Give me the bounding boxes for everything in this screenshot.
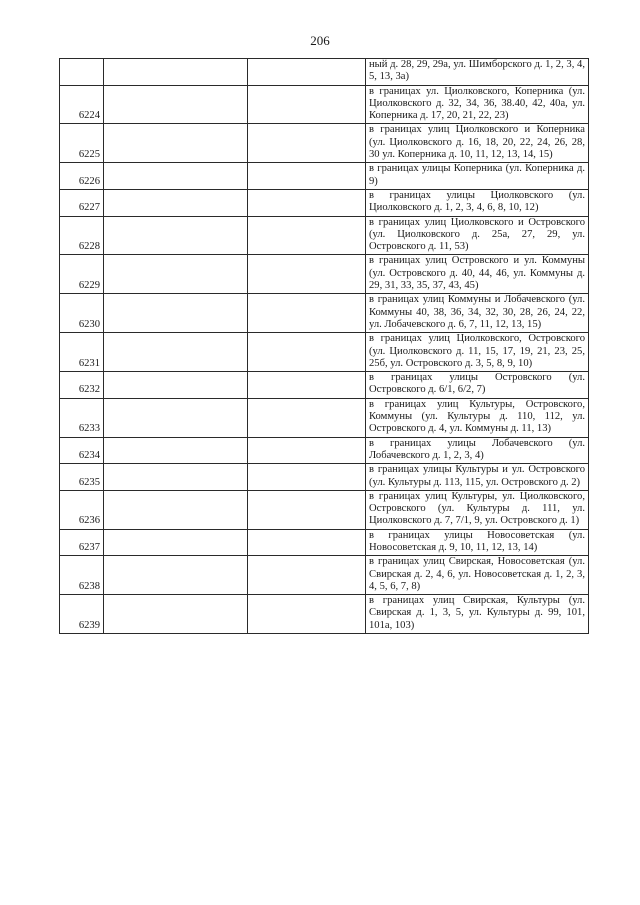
boundary-description: в границах улиц Культуры, Островского, Коммуны (ул. Культуры д. 110, 112, ул. Островского д. 4, ул. Коммуны д. 11, 13)	[366, 398, 589, 437]
boundary-description: в границах улиц Культуры, ул. Циолковского, Островского (ул. Культуры д. 111, ул. Циолковского д. 7, 7/1, 9, ул. Островского д. 1)	[366, 490, 589, 529]
empty-cell	[248, 595, 366, 634]
table-row	[60, 490, 589, 529]
table-row	[60, 529, 589, 556]
boundary-description: в границах улиц Циолковского и Коперника (ул. Циолковского д. 16, 18, 20, 22, 24, 26, 28, 30 ул. Коперника д. 10, 11, 12, 13, 14, 15)	[366, 124, 589, 163]
empty-cell	[248, 294, 366, 333]
empty-cell	[104, 59, 248, 86]
boundary-description: в границах улиц Коммуны и Лобачевского (ул. Коммуны 40, 38, 36, 34, 32, 30, 28, 26, 24, 22, ул. Лобачевского д. 6, 7, 11, 12, 13, 15)	[366, 294, 589, 333]
boundary-description: в границах улиц Циолковского и Островского (ул. Циолковского д. 25а, 27, 29, ул. Островского д. 11, 53)	[366, 216, 589, 255]
empty-cell	[248, 464, 366, 491]
empty-cell	[104, 464, 248, 491]
empty-cell	[104, 398, 248, 437]
empty-cell	[248, 398, 366, 437]
row-number: 6225	[60, 124, 104, 163]
row-number: 6228	[60, 216, 104, 255]
empty-cell	[104, 216, 248, 255]
boundary-description: в границах улицы Островского (ул. Островского д. 6/1, 6/2, 7)	[366, 372, 589, 399]
row-number: 6227	[60, 189, 104, 216]
boundary-description: в границах улицы Коперника (ул. Коперника д. 9)	[366, 163, 589, 190]
empty-cell	[248, 216, 366, 255]
empty-cell	[104, 294, 248, 333]
table-row	[60, 595, 589, 634]
empty-cell	[104, 333, 248, 372]
empty-cell	[248, 59, 366, 86]
table-row	[60, 333, 589, 372]
row-number: 6229	[60, 255, 104, 294]
boundary-description: в границах улиц Островского и ул. Коммуны (ул. Островского д. 40, 44, 46, ул. Коммуны д. 29, 31, 33, 35, 37, 43, 45)	[366, 255, 589, 294]
row-number: 6233	[60, 398, 104, 437]
table-row	[60, 372, 589, 399]
empty-cell	[248, 556, 366, 595]
table-row	[60, 124, 589, 163]
boundary-description: в границах улиц Свирская, Культуры (ул. Свирская д. 1, 3, 5, ул. Культуры д. 99, 101, 101а, 103)	[366, 595, 589, 634]
empty-cell	[248, 255, 366, 294]
row-number: 6237	[60, 529, 104, 556]
empty-cell	[104, 556, 248, 595]
table-row	[60, 163, 589, 190]
row-number: 6231	[60, 333, 104, 372]
empty-cell	[104, 490, 248, 529]
empty-cell	[104, 437, 248, 464]
boundary-description: в границах улиц Свирская, Новосоветская (ул. Свирская д. 2, 4, 6, ул. Новосоветская д. 1, 2, 3, 4, 5, 6, 7, 8)	[366, 556, 589, 595]
row-number: 6226	[60, 163, 104, 190]
boundary-description: ный д. 28, 29, 29а, ул. Шимборского д. 1, 2, 3, 4, 5, 13, 3а)	[366, 59, 589, 86]
empty-cell	[104, 372, 248, 399]
boundary-description: в границах ул. Циолковского, Коперника (ул. Циолковского д. 32, 34, 36, 38.40, 42, 40а, ул. Коперника д. 17, 20, 21, 22, 23)	[366, 85, 589, 124]
empty-cell	[104, 255, 248, 294]
boundary-description: в границах улицы Лобачевского (ул. Лобачевского д. 1, 2, 3, 4)	[366, 437, 589, 464]
empty-cell	[248, 85, 366, 124]
empty-cell	[248, 529, 366, 556]
registry-table	[59, 58, 589, 634]
table-row	[60, 464, 589, 491]
row-number: 6230	[60, 294, 104, 333]
table-row	[60, 255, 589, 294]
empty-cell	[248, 124, 366, 163]
empty-cell	[248, 490, 366, 529]
empty-cell	[248, 333, 366, 372]
table-row	[60, 216, 589, 255]
empty-cell	[104, 529, 248, 556]
row-number: 6224	[60, 85, 104, 124]
table-row	[60, 556, 589, 595]
empty-cell	[104, 124, 248, 163]
empty-cell	[248, 163, 366, 190]
boundary-description: в границах улицы Циолковского (ул. Циолковского д. 1, 2, 3, 4, 6, 8, 10, 12)	[366, 189, 589, 216]
table-row	[60, 294, 589, 333]
empty-cell	[248, 372, 366, 399]
page-number: 206	[310, 33, 330, 48]
row-number: 6236	[60, 490, 104, 529]
table-row	[60, 85, 589, 124]
empty-cell	[248, 189, 366, 216]
row-number: 6238	[60, 556, 104, 595]
row-number: 6239	[60, 595, 104, 634]
boundary-description: в границах улицы Новосоветская (ул. Новосоветская д. 9, 10, 11, 12, 13, 14)	[366, 529, 589, 556]
boundary-description: в границах улиц Циолковского, Островского (ул. Циолковского д. 11, 15, 17, 19, 21, 23, 25, 25б, ул. Островского д. 3, 5, 8, 9, 10)	[366, 333, 589, 372]
row-number	[60, 59, 104, 86]
table-row	[60, 437, 589, 464]
empty-cell	[248, 437, 366, 464]
empty-cell	[104, 163, 248, 190]
boundary-description: в границах улицы Культуры и ул. Островского (ул. Культуры д. 113, 115, ул. Островского д. 2)	[366, 464, 589, 491]
row-number: 6234	[60, 437, 104, 464]
row-number: 6235	[60, 464, 104, 491]
row-number: 6232	[60, 372, 104, 399]
table-row	[60, 398, 589, 437]
empty-cell	[104, 85, 248, 124]
empty-cell	[104, 189, 248, 216]
empty-cell	[104, 595, 248, 634]
table-row	[60, 189, 589, 216]
table-row	[60, 59, 589, 86]
